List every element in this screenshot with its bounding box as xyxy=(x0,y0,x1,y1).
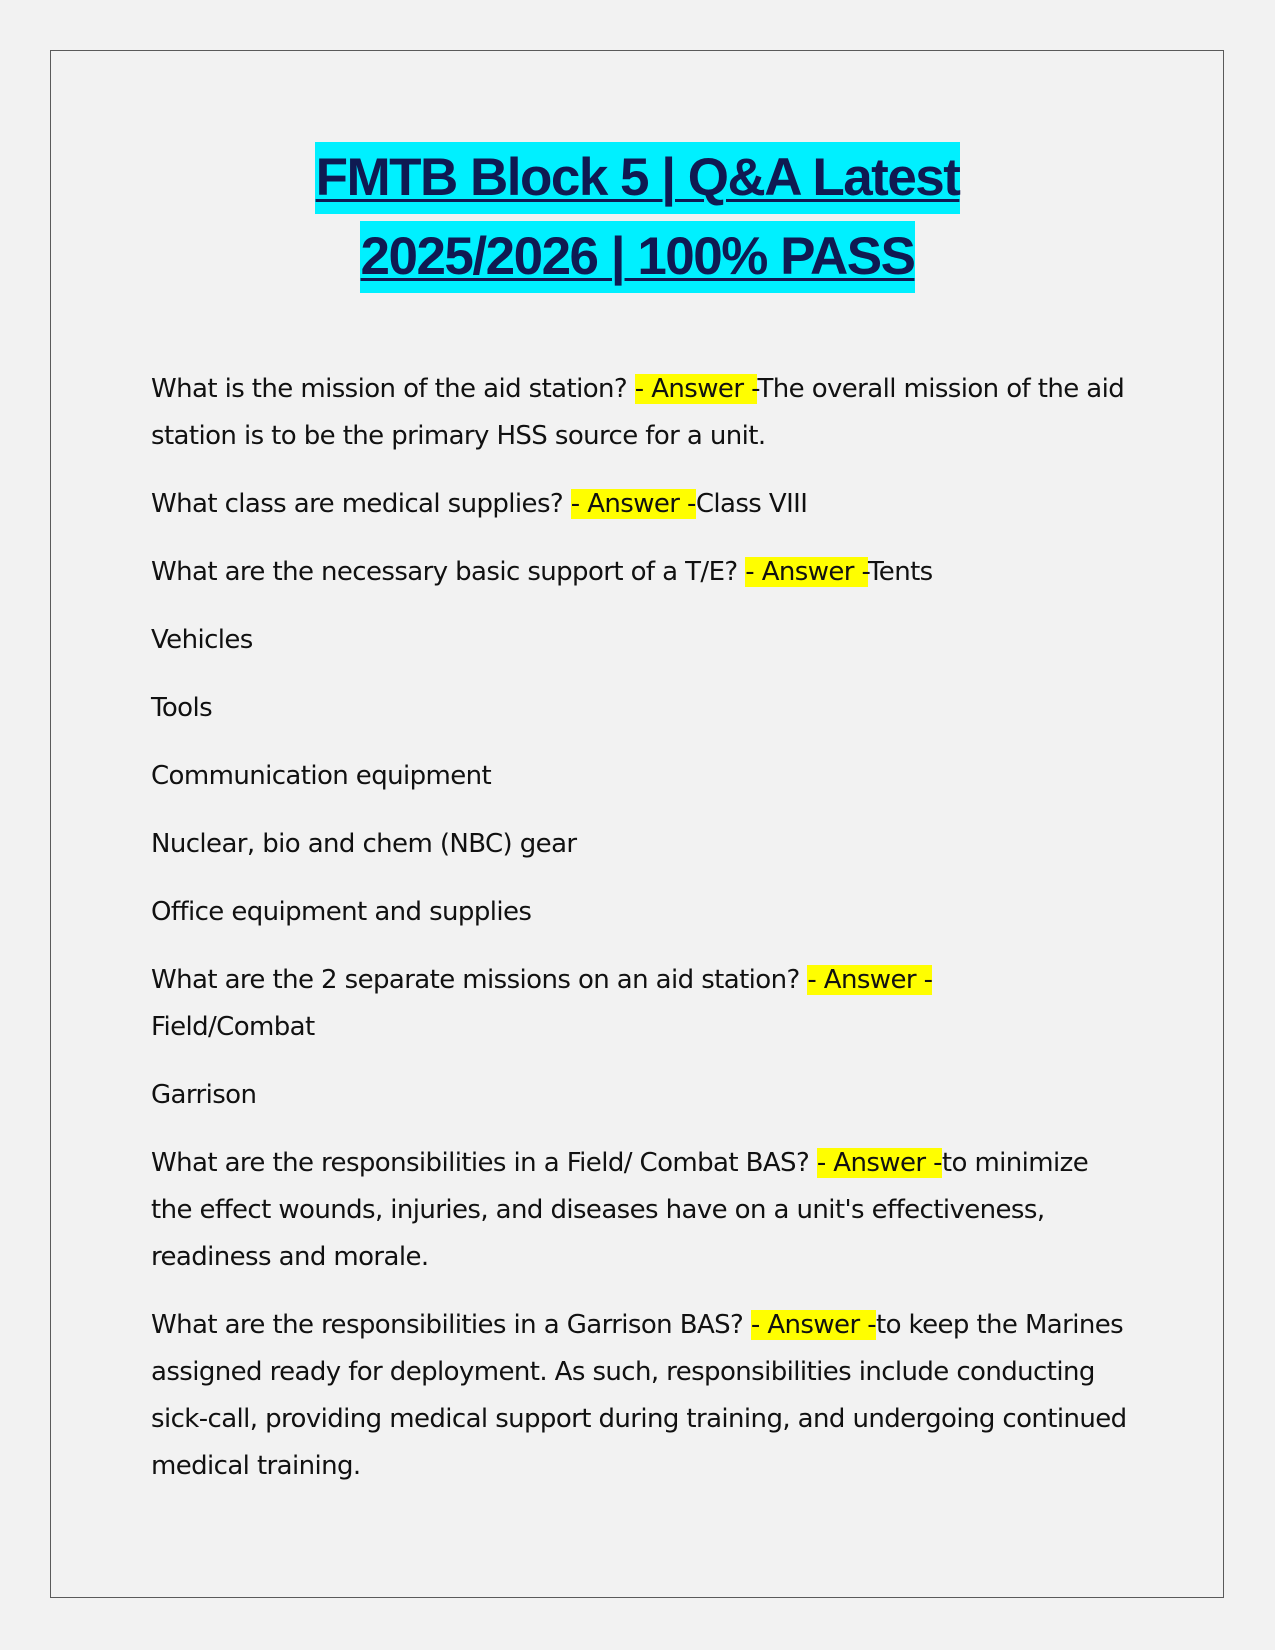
list-item: Vehicles xyxy=(151,625,253,655)
title-line-1: FMTB Block 5 | Q&A Latest xyxy=(315,142,961,214)
list-item: Communication equipment xyxy=(151,761,492,791)
qa-item-garrison-bas xyxy=(151,1302,1131,1490)
answer-marker: - Answer - xyxy=(816,1148,942,1178)
list-item: Tools xyxy=(151,693,213,723)
answer-marker: - Answer - xyxy=(570,489,696,519)
question-text: What is the mission of the aid station? xyxy=(151,374,635,404)
qa-content xyxy=(151,366,1131,1511)
list-item: Garrison xyxy=(151,1080,257,1110)
answer-text: The overall mission of the aid station is to be the primary HSS source for a unit. xyxy=(151,374,1125,451)
answer-text: Class VIII xyxy=(695,489,808,519)
answer-marker: - Answer - xyxy=(807,965,933,995)
answer-marker: - Answer - xyxy=(745,557,868,587)
question-text: What are the responsibilities in a Field/ Combat BAS? xyxy=(151,1148,817,1178)
answer-text: to minimize the effect wounds, injuries, and diseases have on a unit's effectiveness, readiness and morale. xyxy=(151,1148,1089,1272)
answer-text: Field/Combat xyxy=(151,1012,315,1042)
answer-text: to keep the Marines assigned ready for deployment. As such, responsibilities include conducting sick-call, providing medical support during training, and undergoing continued medical training. xyxy=(151,1310,1127,1481)
title-line-2: 2025/2026 | 100% PASS xyxy=(360,221,916,293)
list-item: Office equipment and supplies xyxy=(151,897,532,927)
qa-item-aid-station-mission xyxy=(151,366,1131,460)
question-text: What are the responsibilities in a Garrison BAS? xyxy=(151,1310,751,1340)
question-text: What class are medical supplies? xyxy=(151,489,571,519)
qa-item-basic-support xyxy=(151,549,1131,596)
qa-item-field-combat-bas xyxy=(151,1140,1131,1281)
answer-text: Tents xyxy=(867,557,933,587)
answer-marker: - Answer - xyxy=(750,1310,876,1340)
question-text: What are the 2 separate missions on an aid station? xyxy=(151,965,808,995)
qa-item-medical-supplies-class xyxy=(151,481,1131,528)
qa-item-separate-missions xyxy=(151,957,1131,1051)
question-text: What are the necessary basic support of a T/E? xyxy=(151,557,746,587)
answer-marker: - Answer - xyxy=(634,374,758,404)
document-title xyxy=(100,142,1175,293)
list-item: Nuclear, bio and chem (NBC) gear xyxy=(151,829,577,859)
